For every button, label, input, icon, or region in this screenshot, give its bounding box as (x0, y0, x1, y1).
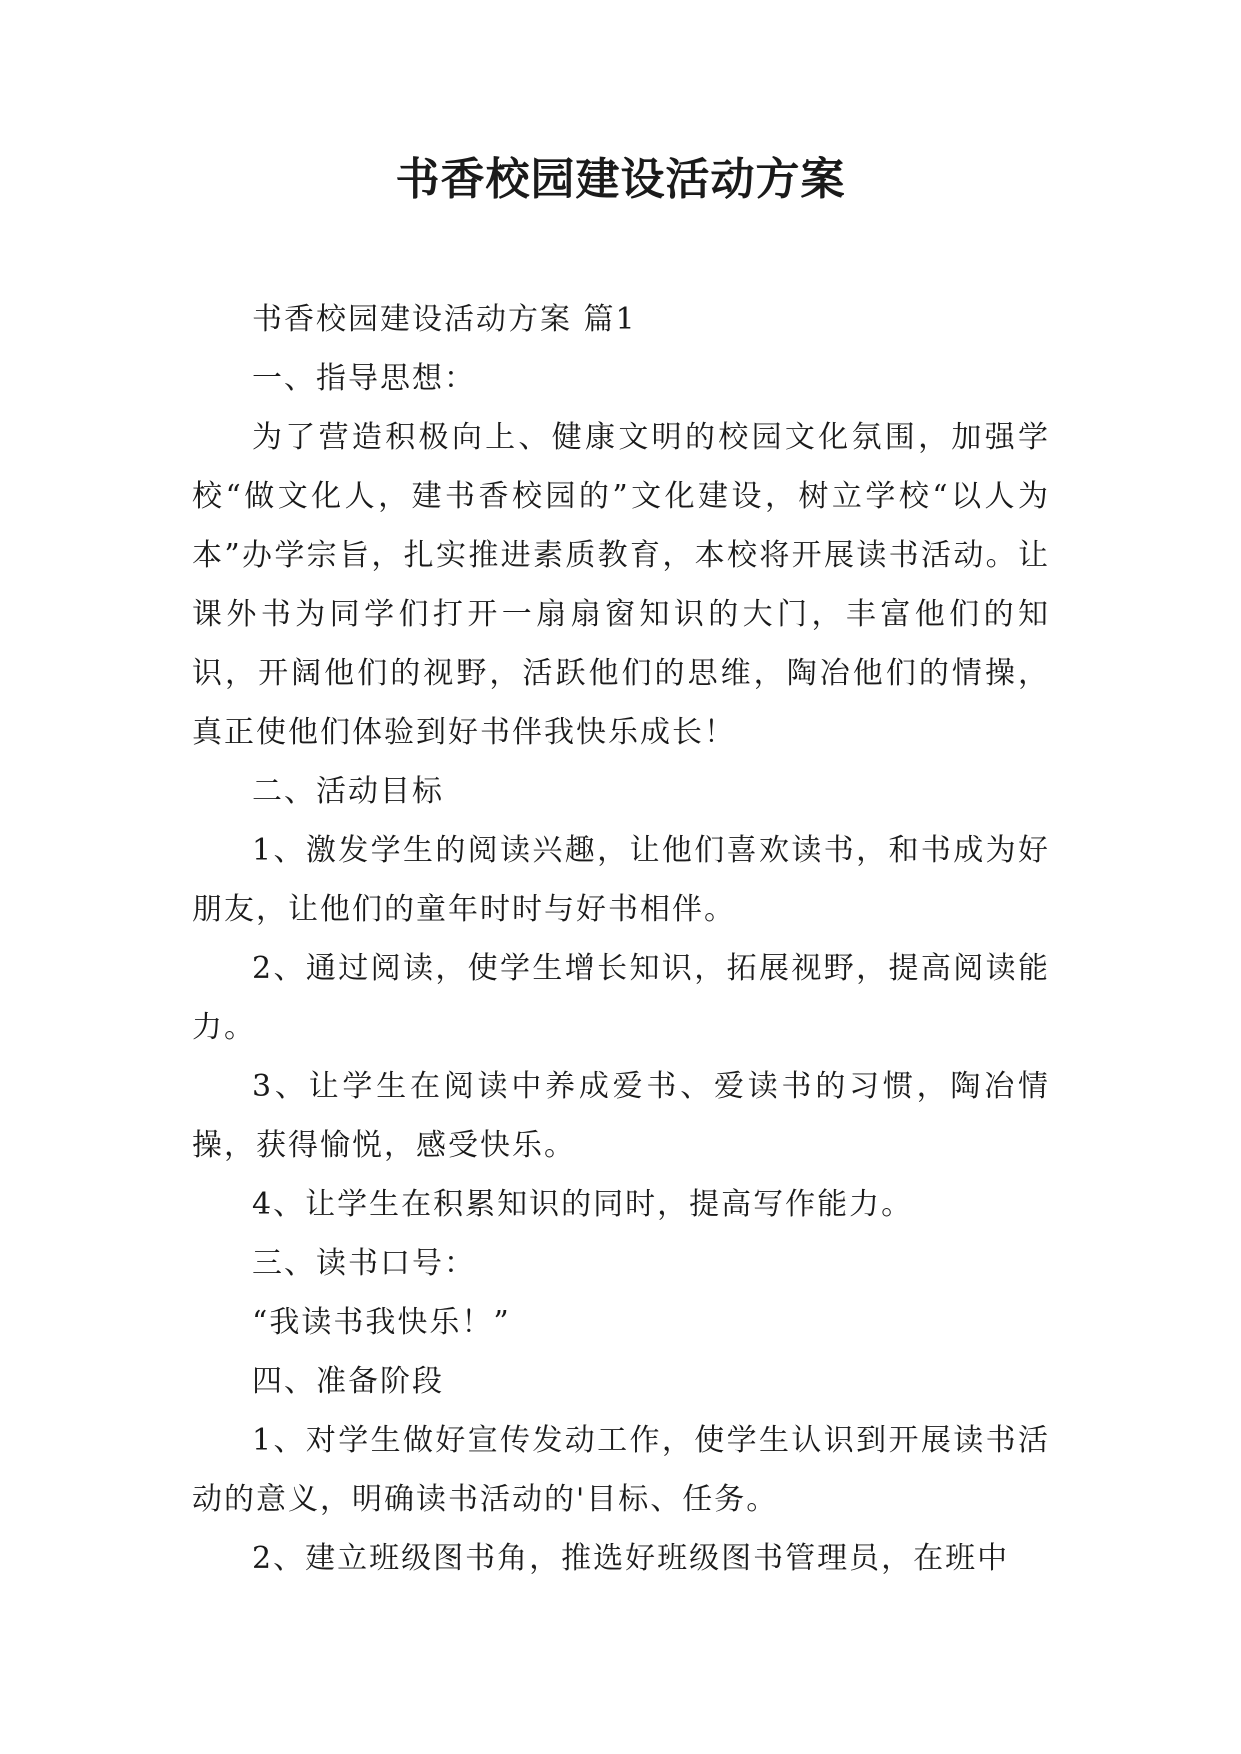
goal-item-3: 3、让学生在阅读中养成爱书、爱读书的习惯，陶冶情操，获得愉悦，感受快乐。 (192, 1069, 1050, 1163)
preparation-item-2: 2、建立班级图书角，推选好班级图书管理员，在班中 (252, 1541, 1010, 1576)
reading-slogan: “我读书我快乐！” (252, 1305, 511, 1340)
heading-preparation-stage: 四、准备阶段 (252, 1364, 444, 1399)
preparation-item-1: 1、对学生做好宣传发动工作，使学生认识到开展读书活动的意义，明确读书活动的'目标、任务。 (192, 1423, 1050, 1517)
document-body (192, 290, 1050, 1588)
goal-item-4: 4、让学生在积累知识的同时，提高写作能力。 (252, 1187, 914, 1222)
goal-item-1: 1、激发学生的阅读兴趣，让他们喜欢读书，和书成为好朋友，让他们的童年时时与好书相伴。 (192, 833, 1050, 927)
goal-item-2: 2、通过阅读，使学生增长知识，拓展视野，提高阅读能力。 (192, 951, 1050, 1045)
paragraph-guiding-ideology: 为了营造积极向上、健康文明的校园文化氛围，加强学校“做文化人，建书香校园的”文化建设，树立学校“以人为本”办学宗旨，扎实推进素质教育，本校将开展读书活动。让课外书为同学们打开一扇扇窗知识的大门，丰富他们的知识，开阔他们的视野，活跃他们的思维，陶冶他们的情操，真正使他们体验到好书伴我快乐成长！ (192, 420, 1050, 750)
section-heading-plan: 书香校园建设活动方案 篇1 (252, 302, 637, 337)
heading-reading-slogan: 三、读书口号： (252, 1246, 476, 1281)
heading-activity-goals: 二、活动目标 (252, 774, 444, 809)
heading-guiding-ideology: 一、指导思想： (252, 361, 476, 396)
document-title: 书香校园建设活动方案 (395, 154, 846, 205)
